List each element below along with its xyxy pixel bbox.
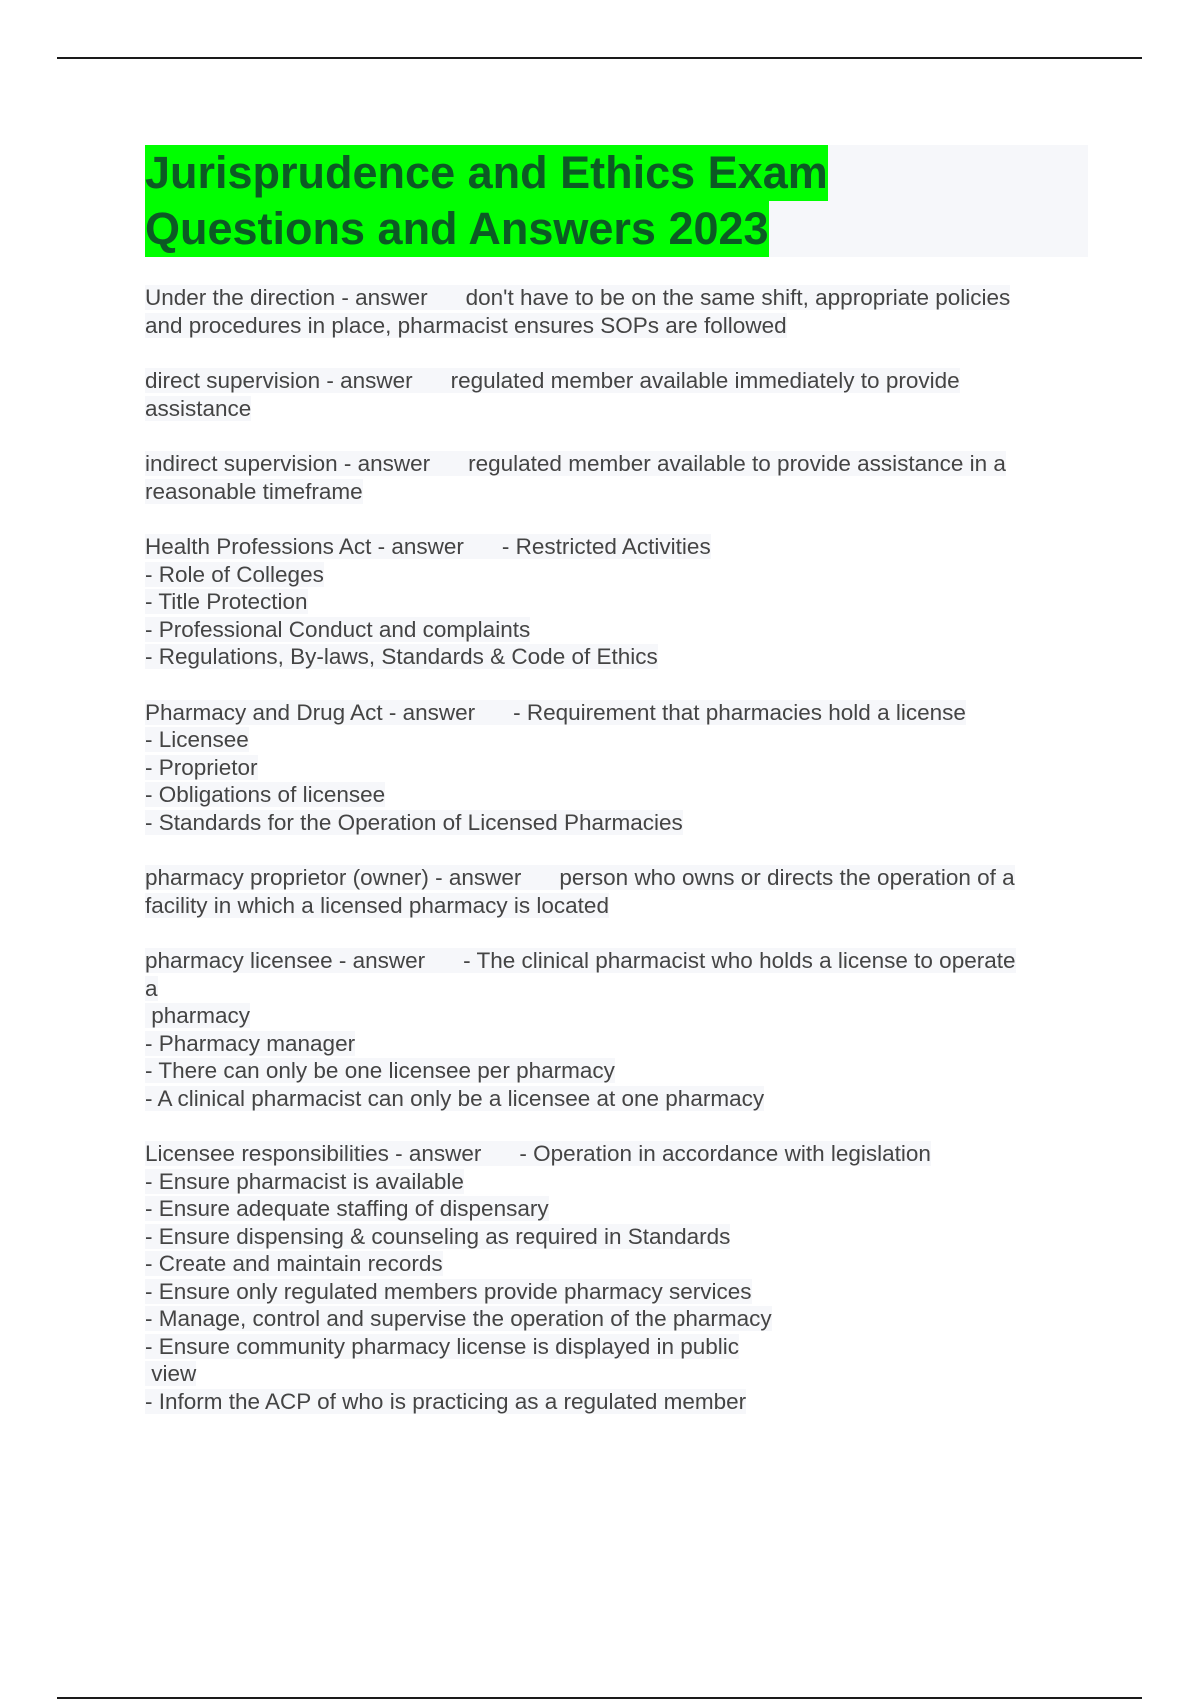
term: Health Professions Act - answer — [145, 534, 464, 559]
answer-line: regulated member available immediately to provide — [450, 368, 960, 393]
bottom-rule — [57, 1697, 1142, 1699]
title-line-2: Questions and Answers 2023 — [145, 201, 769, 257]
answer-line: - There can only be one licensee per pharmacy — [145, 1058, 615, 1083]
answer-line: regulated member available to provide assistance in a — [468, 451, 1006, 476]
answer-line: - Professional Conduct and complaints — [145, 616, 531, 642]
answer-line: - Proprietor — [145, 754, 258, 780]
answer-line: - The clinical pharmacist who holds a license to operate — [463, 948, 1016, 973]
qa-entry-health-professions-act — [145, 533, 1090, 671]
document-title — [145, 145, 1088, 257]
qa-entry-licensee-responsibilities — [145, 1140, 1090, 1415]
term: indirect supervision - answer — [145, 451, 431, 476]
answer-line: facility in which a licensed pharmacy is located — [145, 892, 609, 918]
answer-line: reasonable timeframe — [145, 478, 363, 504]
answer-line: don't have to be on the same shift, appropriate policies — [465, 285, 1011, 310]
answer-line: a — [145, 975, 158, 1001]
answer-line: - Requirement that pharmacies hold a license — [513, 699, 966, 725]
term: Under the direction - answer — [145, 285, 428, 310]
qa-entry-indirect-supervision — [145, 450, 1090, 505]
qa-entry-under-the-direction — [145, 284, 1090, 339]
answer-line: and procedures in place, pharmacist ensures SOPs are followed — [145, 312, 787, 338]
answer-line: - Pharmacy manager — [145, 1030, 356, 1056]
answer-line: - Restricted Activities — [501, 534, 711, 559]
term: Licensee responsibilities - answer — [145, 1141, 482, 1166]
top-rule — [57, 57, 1142, 59]
answer-line: - Manage, control and supervise the operation of the pharmacy — [145, 1306, 772, 1331]
answer-line: - Create and maintain records — [145, 1251, 443, 1276]
qa-list — [145, 284, 1090, 1443]
title-line-1: Jurisprudence and Ethics Exam — [145, 145, 828, 201]
answer-line: person who owns or directs the operation of a — [559, 865, 1015, 890]
answer-line: view — [145, 1361, 197, 1386]
term: pharmacy licensee - answer — [145, 948, 426, 973]
qa-entry-pharmacy-licensee — [145, 947, 1090, 1112]
answer-line: - Ensure adequate staffing of dispensary — [145, 1196, 549, 1221]
answer-line: - Regulations, By-laws, Standards & Code of Ethics — [145, 644, 658, 669]
qa-entry-pharmacy-proprietor — [145, 864, 1090, 919]
qa-entry-pharmacy-and-drug-act — [145, 699, 1090, 837]
qa-entry-direct-supervision — [145, 367, 1090, 422]
answer-line: - Title Protection — [145, 589, 308, 614]
term: pharmacy proprietor (owner) - answer — [145, 865, 522, 890]
answer-line: - Operation in accordance with legislation — [519, 1141, 931, 1166]
answer-line: - Licensee — [145, 727, 249, 752]
answer-line: - Standards for the Operation of Licensed Pharmacies — [145, 809, 683, 835]
answer-line: - Ensure community pharmacy license is displayed in public — [145, 1333, 740, 1359]
answer-line: - Role of Colleges — [145, 561, 324, 587]
term: direct supervision - answer — [145, 368, 413, 393]
answer-line: - Ensure dispensing & counseling as required in Standards — [145, 1223, 731, 1249]
term: Pharmacy and Drug Act - answer — [145, 699, 476, 725]
answer-line: - Obligations of licensee — [145, 782, 386, 807]
answer-line: assistance — [145, 395, 252, 421]
answer-line: - A clinical pharmacist can only be a licensee at one pharmacy — [145, 1085, 765, 1111]
answer-line: - Ensure pharmacist is available — [145, 1168, 464, 1194]
answer-line: pharmacy — [145, 1003, 251, 1028]
answer-line: - Inform the ACP of who is practicing as a regulated member — [145, 1388, 747, 1414]
answer-line: - Ensure only regulated members provide pharmacy services — [145, 1278, 752, 1304]
